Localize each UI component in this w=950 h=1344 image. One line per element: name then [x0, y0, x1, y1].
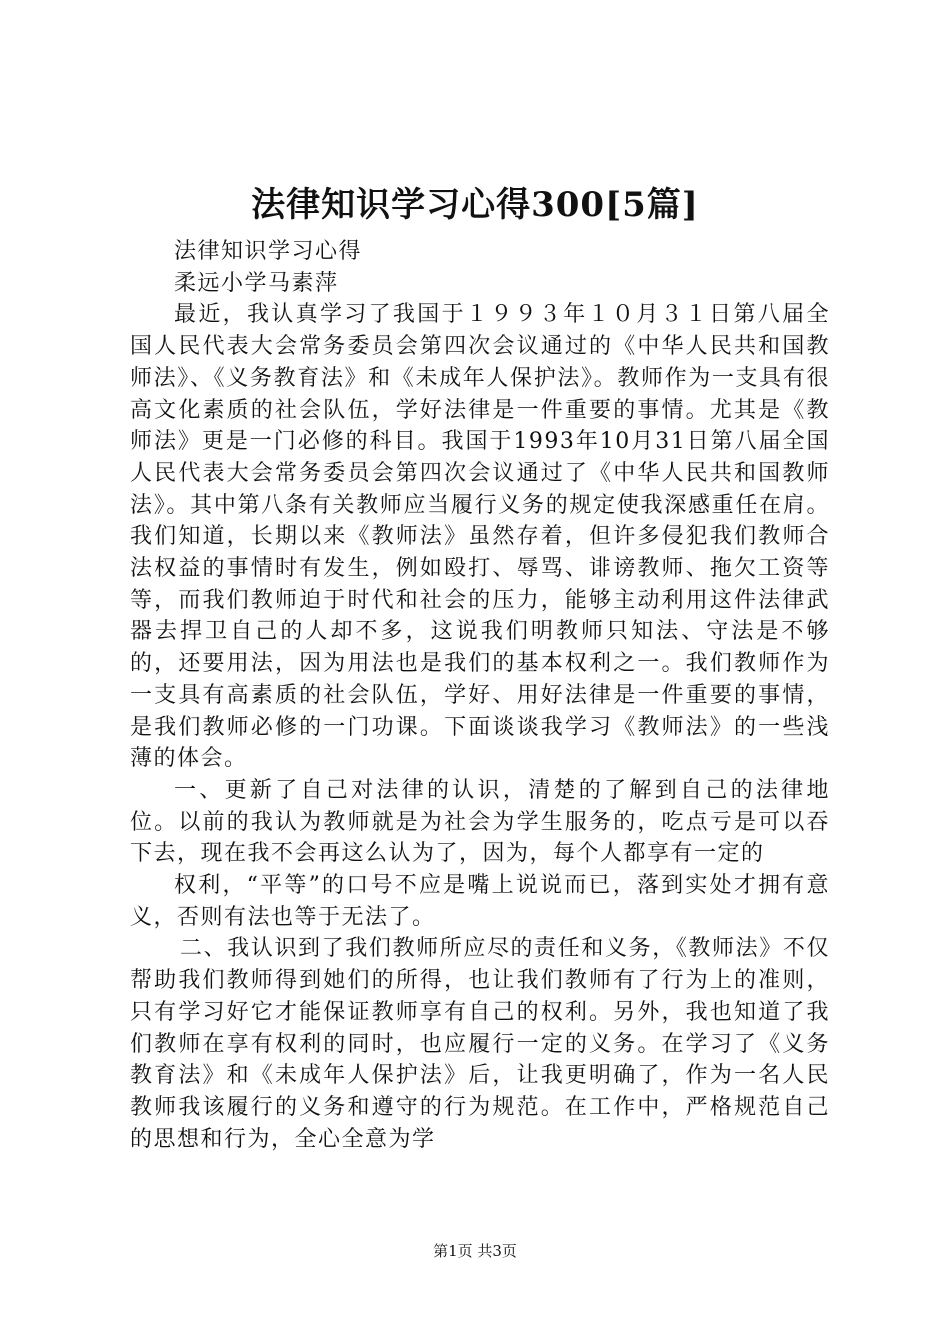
- author-line: 柔远小学马素萍: [174, 270, 339, 296]
- body-paragraph: 二、我认识到了我们教师所应尽的责任和义务，《教师法》不仅帮助我们教师得到她们的所得，也让我们教师有了行为上的准则，只有学习好它才能保证教师享有自己的权利。另外，我也知道了我们教师在享有权利的同时，也应履行一定的义务。在学习了《义务教育法》和《未成年人保护法》后，让我更明确了，作为一名人民教师我该履行的义务和遵守的行为规范。在工作中，严格规范自己的思想和行为，全心全意为学: [130, 936, 830, 1152]
- document-body: [130, 236, 830, 1155]
- body-paragraph: 权利，“平等”的口号不应是嘴上说说而已，落到实处才拥有意义，否则有法也等于无法了。: [130, 873, 830, 930]
- essay-heading: 法律知识学习心得: [174, 239, 363, 264]
- document-title: 法律知识学习心得300[5篇]: [251, 185, 699, 225]
- body-paragraph: 一、更新了自己对法律的认识，清楚的了解到自己的法律地位。以前的我认为教师就是为社会为学生服务的，吃点亏是可以吞下去，现在我不会再这么认为了，因为，每个人都享有一定的: [130, 777, 830, 867]
- page-footer: 第1页 共3页: [433, 1242, 517, 1260]
- body-paragraph: 最近，我认真学习了我国于１９９３年１０月３１日第八届全国人民代表大会常务委员会第四次会议通过的《中华人民共和国教师法》、《义务教育法》和《未成年人保护法》。教师作为一支具有很高文化素质的社会队伍，学好法律是一件重要的事情。尤其是《教师法》更是一门必修的科目。我国于1993年10月31日第八届全国人民代表大会常务委员会第四次会议通过了《中华人民共和国教师法》。其中第八条有关教师应当履行义务的规定使我深感重任在肩。我们知道，长期以来《教师法》虽然存着，但许多侵犯我们教师合法权益的事情时有发生，例如殴打、辱骂、诽谤教师、拖欠工资等等，而我们教师迫于时代和社会的压力，能够主动利用这件法律武器去捍卫自己的人却不多，这说我们明教师只知法、守法是不够的，还要用法，因为用法也是我们的基本权利之一。我们教师作为一支具有高素质的社会队伍，学好、用好法律是一件重要的事情，是我们教师必修的一门功课。下面谈谈我学习《教师法》的一些浅薄的体会。: [130, 302, 830, 772]
